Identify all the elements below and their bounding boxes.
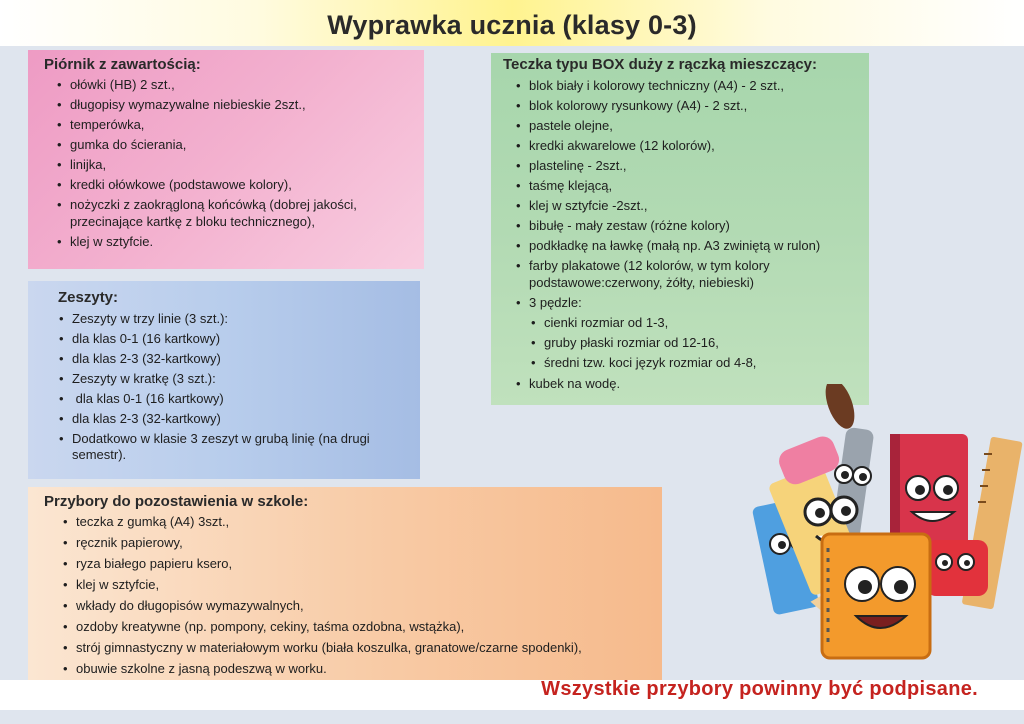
list-item: • klej w sztyfcie, [76, 576, 662, 593]
folder-section [491, 53, 869, 405]
list-item: • ręcznik papierowy, [76, 534, 662, 551]
list-item: • temperówka, [70, 116, 424, 133]
list-item: • klej w sztyfcie -2szt., [529, 197, 869, 214]
list-item: • taśmę klejącą, [529, 177, 869, 194]
section-heading: Zeszyty: [58, 289, 119, 306]
sharpener-character [926, 540, 988, 596]
brush-item: • gruby płaski rozmiar od 12-16, [544, 334, 869, 351]
list-item: • plastelinę - 2szt., [529, 157, 869, 174]
list-item: • Zeszyty w kratkę (3 szt.): [72, 371, 420, 387]
list-item: • dla klas 2-3 (32-kartkowy) [72, 411, 420, 427]
footer-note: Wszystkie przybory powinny być podpisane. [541, 678, 978, 700]
school-supplies-section [28, 487, 662, 680]
list-item: • Dodatkowo w klasie 3 zeszyt w grubą linię (na drugi semestr). [72, 431, 412, 463]
section-heading: Przybory do pozostawienia w szkole: [44, 493, 309, 510]
item-list [529, 77, 869, 311]
list-item: • dla klas 0-1 (16 kartkowy) [72, 331, 420, 347]
brush-list [544, 314, 869, 371]
list-item: • farby plakatowe (12 kolorów, w tym kolory podstawowe:czerwony, żółty, niebieski) [529, 257, 829, 291]
school-supplies-illustration [740, 384, 1024, 680]
list-item: • długopisy wymazywalne niebieskie 2szt., [70, 96, 424, 113]
list-item: • klej w sztyfcie. [70, 233, 424, 250]
list-item: • kredki akwarelowe (12 kolorów), [529, 137, 869, 154]
list-item: • bibułę - mały zestaw (różne kolory) [529, 217, 869, 234]
notebooks-section [28, 281, 420, 479]
list-item: • nożyczki z zaokrągloną końcówką (dobrej jakości, przecinające kartkę z bloku technicznego), [70, 196, 400, 230]
list-item: • pastele olejne, [529, 117, 869, 134]
list-item: • dla klas 2-3 (32-kartkowy) [72, 351, 420, 367]
list-item: • strój gimnastyczny w materiałowym worku (biała koszulka, granatowe/czarne spodenki), [76, 639, 662, 656]
list-item: • gumka do ścierania, [70, 136, 424, 153]
page-title: Wyprawka ucznia (klasy 0-3) [327, 10, 697, 40]
list-item: • dla klas 0-1 (16 kartkowy) [72, 391, 420, 407]
list-item: • Zeszyty w trzy linie (3 szt.): [72, 311, 420, 327]
list-item: • ozdoby kreatywne (np. pompony, cekiny, taśma ozdobna, wstążka), [76, 618, 662, 635]
section-heading: Piórnik z zawartością: [44, 56, 201, 73]
item-list [76, 513, 662, 677]
list-item: • podkładkę na ławkę (małą np. A3 zwiniętą w rulon) [529, 237, 869, 254]
pencil-case-section [28, 50, 424, 269]
list-item: • 3 pędzle: [529, 294, 869, 311]
list-item: • blok kolorowy rysunkowy (A4) - 2 szt., [529, 97, 869, 114]
list-item: • kredki ołówkowe (podstawowe kolory), [70, 176, 424, 193]
section-heading: Teczka typu BOX duży z rączką mieszczący: [503, 56, 818, 73]
brush-item: • cienki rozmiar od 1-3, [544, 314, 869, 331]
list-item: • ołówki (HB) 2 szt., [70, 76, 424, 93]
brush-item: • średni tzw. koci język rozmiar od 4-8, [544, 354, 869, 371]
list-item: • teczka z gumką (A4) 3szt., [76, 513, 662, 530]
list-item: • ryza białego papieru ksero, [76, 555, 662, 572]
list-item: • blok biały i kolorowy techniczny (A4) - 2 szt., [529, 77, 869, 94]
list-item: • wkłady do długopisów wymazywalnych, [76, 597, 662, 614]
notebook-character [822, 534, 930, 658]
list-item: • linijka, [70, 156, 424, 173]
item-list [70, 76, 424, 250]
list-item: • obuwie szkolne z jasną podeszwą w worku. [76, 660, 662, 677]
item-list [72, 311, 420, 463]
list-item: • kubek na wodę. [529, 375, 869, 392]
